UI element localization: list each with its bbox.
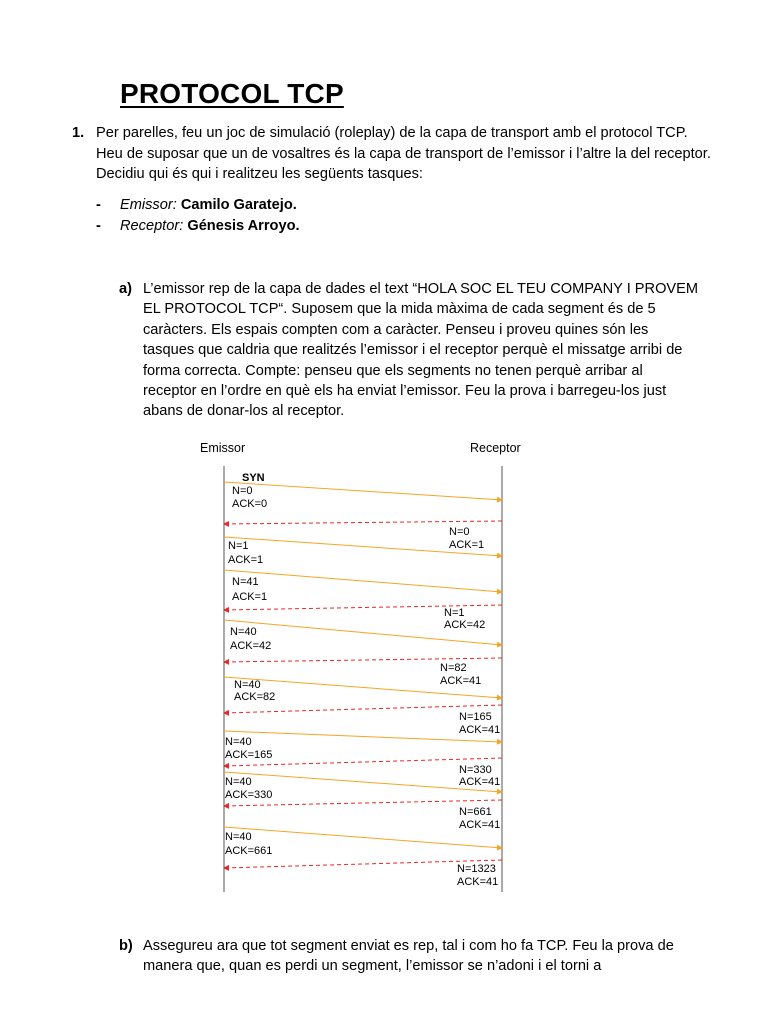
ack-number-label: ACK=41	[459, 819, 501, 831]
role-name: Génesis Arroyo.	[187, 218, 300, 234]
sequence-number-label: N=1323	[457, 863, 496, 875]
ack-arrow	[224, 521, 502, 524]
syn-label: SYN	[242, 472, 265, 484]
ack-number-label: ACK=41	[459, 724, 501, 736]
ack-number-label: ACK=41	[440, 675, 482, 687]
ack-number-label: ACK=41	[459, 776, 501, 788]
sequence-number-label: N=1	[228, 540, 249, 552]
question-text: Per parelles, feu un joc de simulació (roleplay) de la capa de transport amb el protocol TCP. Heu de suposar que un de vosaltres és la capa de transport de l’emissor i l’altre la del receptor. Decidiu qui és qui i realitzeu les següents tasques:	[96, 125, 711, 182]
ack-number-label: ACK=41	[457, 876, 499, 888]
sequence-number-label: N=41	[232, 576, 259, 588]
ack-number-label: ACK=1	[228, 554, 264, 566]
part-a-label: a)	[119, 281, 132, 297]
part-b	[119, 936, 699, 977]
ack-number-label: ACK=1	[449, 539, 485, 551]
ack-number-label: ACK=165	[225, 749, 273, 761]
ack-number-label: ACK=1	[232, 591, 268, 603]
page-title: PROTOCOL TCP	[120, 78, 344, 109]
sequence-number-label: N=0	[232, 485, 253, 497]
segment-arrow	[224, 570, 502, 592]
sequence-number-label: N=1	[444, 607, 465, 619]
receptor-label: Receptor	[470, 441, 521, 455]
ack-number-label: ACK=661	[225, 845, 273, 857]
sequence-number-label: N=40	[230, 626, 257, 638]
question-number: 1.	[72, 125, 85, 141]
sequence-number-label: N=40	[225, 831, 252, 843]
part-b-text: Assegureu ara que tot segment enviat es rep, tal i com ho fa TCP. Feu la prova de manera que, quan es perdi un segment, l’emissor se n’adoni i el torni a	[143, 938, 674, 975]
sequence-number-label: N=40	[225, 736, 252, 748]
list-bullet: -	[96, 218, 101, 234]
sequence-number-label: N=82	[440, 662, 467, 674]
ack-number-label: ACK=0	[232, 498, 268, 510]
sequence-number-label: N=40	[225, 776, 252, 788]
sequence-number-label: N=661	[459, 806, 492, 818]
sequence-number-label: N=165	[459, 711, 492, 723]
role-name: Camilo Garatejo.	[180, 197, 297, 213]
sequence-number-label: N=0	[449, 526, 470, 538]
part-a-text: L’emissor rep de la capa de dades el text “HOLA SOC EL TEU COMPANY I PROVEM EL PROTOCOL TCP“. Suposem que la mida màxima de cada segment és de 5 caràcters. Els espais compten com a caràcter. Penseu i proveu quines són les tasques que caldria que realitzés l’emissor i el receptor perquè el missatge arribi de forma correcta. Compte: penseu que els segments no tenen perquè arribar al receptor en l’ordre en què els ha enviat l’emissor. Feu la prova i barregeu-los just abans de donar-los al receptor.	[143, 281, 699, 420]
ack-number-label: ACK=82	[234, 691, 276, 703]
ack-number-label: ACK=42	[230, 640, 272, 652]
role-label: Emissor:	[120, 197, 177, 213]
ack-number-label: ACK=42	[444, 619, 486, 631]
sequence-number-label: N=40	[234, 679, 261, 691]
role-label: Receptor:	[120, 218, 184, 234]
list-bullet: -	[96, 197, 101, 213]
part-b-label: b)	[119, 938, 133, 954]
sequence-number-label: N=330	[459, 764, 492, 776]
ack-number-label: ACK=330	[225, 789, 273, 801]
emissor-label: Emissor	[200, 441, 246, 455]
